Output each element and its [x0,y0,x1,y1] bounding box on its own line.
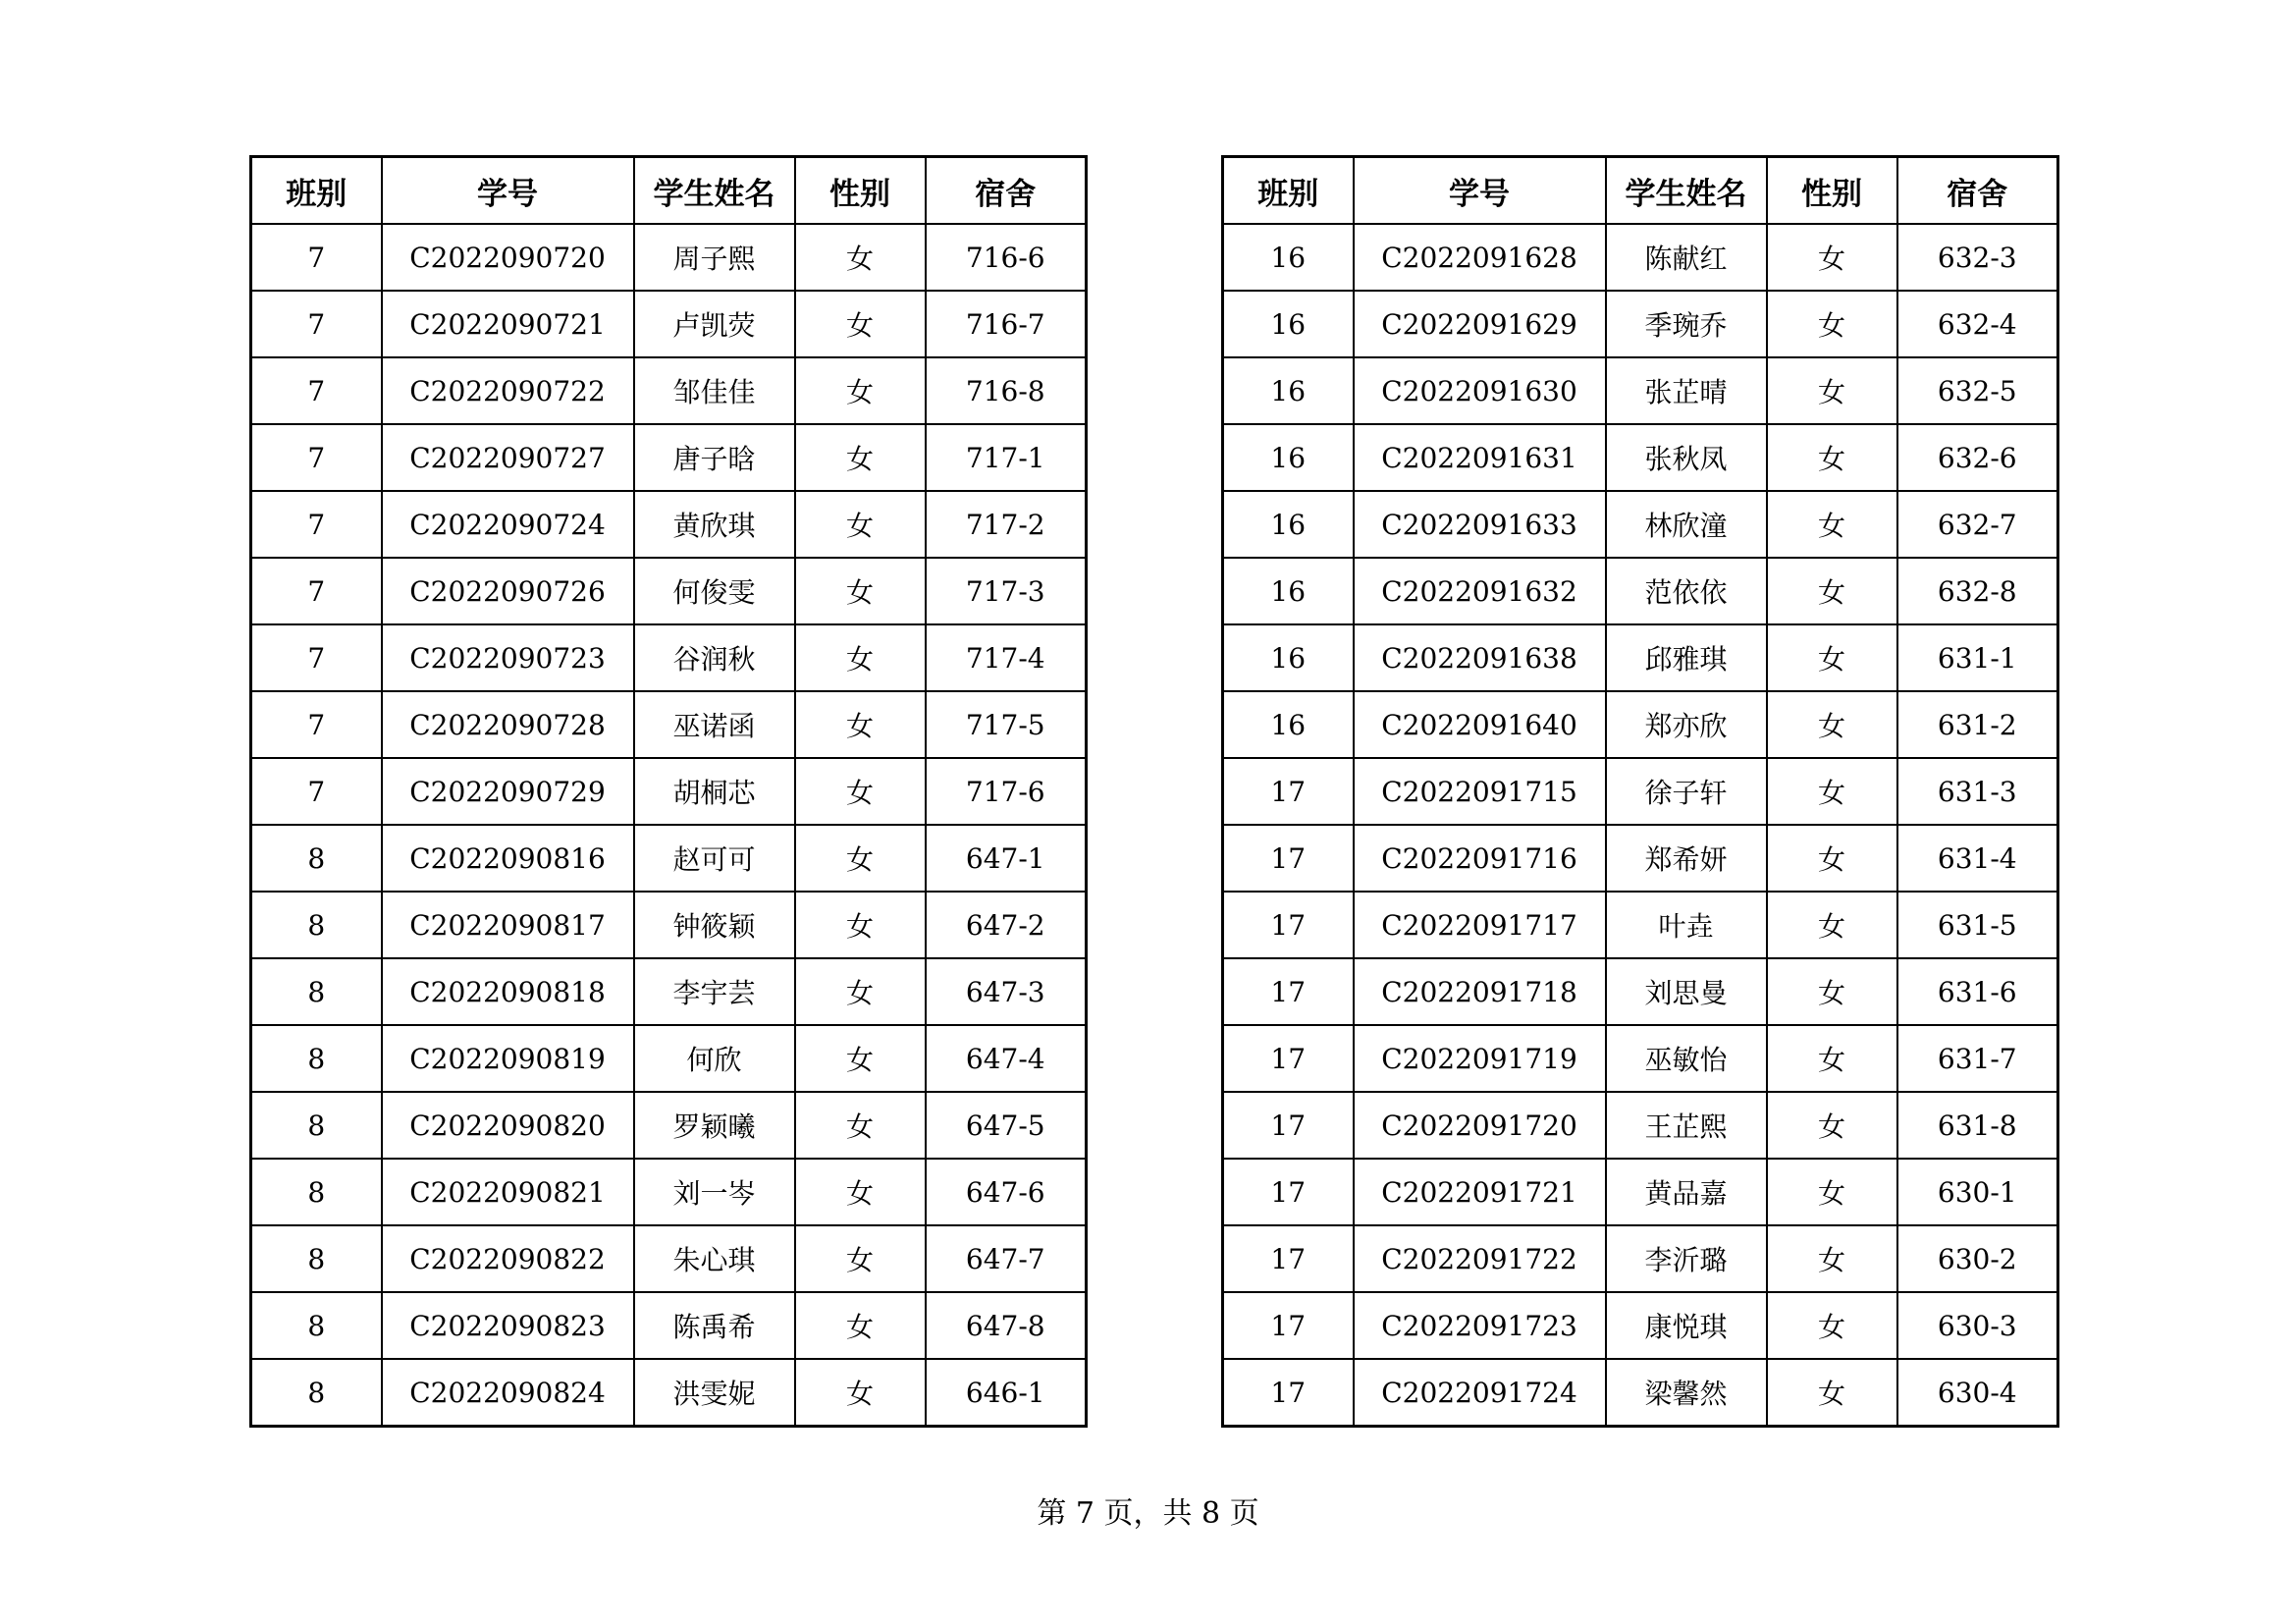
cell-gender: 女 [1767,825,1897,892]
cell-student-id: C2022090724 [382,491,634,558]
cell-gender: 女 [1767,1225,1897,1292]
cell-student-id: C2022091630 [1354,357,1606,424]
cell-dorm: 647-1 [926,825,1087,892]
header-row [251,157,1087,225]
cell-gender: 女 [795,1225,926,1292]
cell-dorm: 647-7 [926,1225,1087,1292]
cell-class: 8 [251,892,382,958]
cell-student-name: 巫诺函 [634,691,795,758]
cell-class: 7 [251,491,382,558]
cell-student-name: 刘一岑 [634,1159,795,1225]
table-row [1223,758,2058,825]
cell-dorm: 630-4 [1897,1359,2058,1427]
table-row [1223,892,2058,958]
table-row [251,892,1087,958]
cell-student-name: 范依依 [1606,558,1767,624]
cell-gender: 女 [795,491,926,558]
cell-student-name: 郑亦欣 [1606,691,1767,758]
header-row [1223,157,2058,225]
cell-dorm: 631-5 [1897,892,2058,958]
cell-student-id: C2022090822 [382,1225,634,1292]
cell-student-name: 何俊雯 [634,558,795,624]
cell-gender: 女 [795,558,926,624]
cell-gender: 女 [1767,1159,1897,1225]
table-row [251,958,1087,1025]
cell-gender: 女 [1767,958,1897,1025]
cell-class: 17 [1223,892,1354,958]
header-student-name: 学生姓名 [1606,157,1767,225]
table-body-right [1223,224,2058,1427]
cell-student-id: C2022090722 [382,357,634,424]
table-row [1223,1025,2058,1092]
cell-student-name: 谷润秋 [634,624,795,691]
cell-dorm: 647-6 [926,1159,1087,1225]
page-footer: 第 7 页，共 8 页 [1037,1496,1259,1531]
cell-class: 8 [251,1225,382,1292]
cell-dorm: 630-1 [1897,1159,2058,1225]
cell-dorm: 716-8 [926,357,1087,424]
table-row [1223,1292,2058,1359]
cell-student-id: C2022090817 [382,892,634,958]
table-row [1223,691,2058,758]
cell-class: 16 [1223,357,1354,424]
table-row [251,691,1087,758]
cell-student-id: C2022090728 [382,691,634,758]
cell-student-id: C2022091716 [1354,825,1606,892]
table-row [251,624,1087,691]
table-row [251,1225,1087,1292]
cell-student-id: C2022091721 [1354,1159,1606,1225]
cell-class: 8 [251,1359,382,1427]
cell-student-name: 巫敏怡 [1606,1025,1767,1092]
cell-student-id: C2022090819 [382,1025,634,1092]
cell-class: 7 [251,624,382,691]
cell-student-name: 黄品嘉 [1606,1159,1767,1225]
table-row [1223,1225,2058,1292]
cell-student-id: C2022091719 [1354,1025,1606,1092]
cell-student-id: C2022091715 [1354,758,1606,825]
cell-dorm: 631-1 [1897,624,2058,691]
table-row [1223,491,2058,558]
cell-student-id: C2022090720 [382,224,634,291]
cell-student-id: C2022091723 [1354,1292,1606,1359]
cell-student-id: C2022091631 [1354,424,1606,491]
table-row [1223,357,2058,424]
cell-dorm: 631-8 [1897,1092,2058,1159]
cell-class: 17 [1223,1225,1354,1292]
cell-student-id: C2022091628 [1354,224,1606,291]
table-row [1223,224,2058,291]
cell-student-name: 王芷熙 [1606,1092,1767,1159]
header-dorm: 宿舍 [1897,157,2058,225]
cell-student-id: C2022091718 [1354,958,1606,1025]
table-row [1223,558,2058,624]
cell-gender: 女 [795,1159,926,1225]
cell-student-name: 何欣 [634,1025,795,1092]
cell-student-id: C2022090726 [382,558,634,624]
cell-class: 7 [251,558,382,624]
table-body-left [251,224,1087,1427]
cell-student-id: C2022090818 [382,958,634,1025]
table-row [1223,291,2058,357]
cell-class: 8 [251,1025,382,1092]
cell-class: 17 [1223,1159,1354,1225]
table-row [251,1292,1087,1359]
cell-class: 16 [1223,491,1354,558]
cell-gender: 女 [795,1092,926,1159]
cell-dorm: 647-5 [926,1092,1087,1159]
cell-student-name: 李宇芸 [634,958,795,1025]
cell-class: 7 [251,357,382,424]
table-row [251,424,1087,491]
cell-class: 17 [1223,1292,1354,1359]
cell-class: 16 [1223,691,1354,758]
cell-gender: 女 [795,1359,926,1427]
cell-student-id: C2022091632 [1354,558,1606,624]
table-row [251,357,1087,424]
cell-dorm: 647-4 [926,1025,1087,1092]
cell-dorm: 717-1 [926,424,1087,491]
table-row [251,1092,1087,1159]
cell-student-id: C2022091720 [1354,1092,1606,1159]
cell-dorm: 632-4 [1897,291,2058,357]
cell-dorm: 631-6 [1897,958,2058,1025]
cell-dorm: 632-5 [1897,357,2058,424]
cell-gender: 女 [795,892,926,958]
table-row [1223,1159,2058,1225]
cell-dorm: 630-3 [1897,1292,2058,1359]
header-class: 班别 [1223,157,1354,225]
cell-student-name: 郑希妍 [1606,825,1767,892]
cell-dorm: 646-1 [926,1359,1087,1427]
cell-student-name: 张秋凤 [1606,424,1767,491]
cell-student-id: C2022091717 [1354,892,1606,958]
cell-student-id: C2022091722 [1354,1225,1606,1292]
cell-student-name: 叶垚 [1606,892,1767,958]
cell-gender: 女 [1767,758,1897,825]
cell-student-id: C2022090721 [382,291,634,357]
cell-class: 16 [1223,224,1354,291]
table-row [251,224,1087,291]
cell-gender: 女 [795,758,926,825]
table-row [251,758,1087,825]
table-row [1223,1359,2058,1427]
cell-gender: 女 [795,1025,926,1092]
header-dorm: 宿舍 [926,157,1087,225]
cell-class: 17 [1223,1025,1354,1092]
cell-gender: 女 [795,291,926,357]
cell-student-name: 刘思曼 [1606,958,1767,1025]
cell-dorm: 631-3 [1897,758,2058,825]
cell-class: 7 [251,758,382,825]
table-row [1223,825,2058,892]
cell-student-id: C2022090821 [382,1159,634,1225]
header-student-id: 学号 [1354,157,1606,225]
cell-gender: 女 [1767,357,1897,424]
cell-student-name: 陈献红 [1606,224,1767,291]
cell-gender: 女 [1767,558,1897,624]
cell-student-id: C2022091640 [1354,691,1606,758]
cell-gender: 女 [1767,1025,1897,1092]
cell-dorm: 632-7 [1897,491,2058,558]
cell-class: 17 [1223,958,1354,1025]
cell-dorm: 631-7 [1897,1025,2058,1092]
cell-student-id: C2022091629 [1354,291,1606,357]
table-row [251,1159,1087,1225]
header-student-name: 学生姓名 [634,157,795,225]
cell-student-name: 罗颖曦 [634,1092,795,1159]
cell-student-id: C2022090729 [382,758,634,825]
cell-dorm: 647-8 [926,1292,1087,1359]
cell-student-name: 李沂璐 [1606,1225,1767,1292]
cell-class: 8 [251,1292,382,1359]
cell-dorm: 631-4 [1897,825,2058,892]
cell-student-name: 朱心琪 [634,1225,795,1292]
cell-dorm: 716-6 [926,224,1087,291]
cell-dorm: 647-3 [926,958,1087,1025]
cell-dorm: 632-6 [1897,424,2058,491]
cell-dorm: 717-6 [926,758,1087,825]
header-student-id: 学号 [382,157,634,225]
cell-gender: 女 [795,624,926,691]
cell-student-name: 洪雯妮 [634,1359,795,1427]
cell-gender: 女 [795,1292,926,1359]
cell-dorm: 717-2 [926,491,1087,558]
table-row [251,291,1087,357]
cell-student-name: 康悦琪 [1606,1292,1767,1359]
cell-class: 7 [251,691,382,758]
cell-dorm: 716-7 [926,291,1087,357]
cell-gender: 女 [1767,691,1897,758]
header-gender: 性别 [795,157,926,225]
table-row [251,825,1087,892]
cell-gender: 女 [795,691,926,758]
cell-student-name: 胡桐芯 [634,758,795,825]
cell-dorm: 717-3 [926,558,1087,624]
header-gender: 性别 [1767,157,1897,225]
table-row [1223,424,2058,491]
cell-class: 8 [251,958,382,1025]
table-row [251,1025,1087,1092]
cell-gender: 女 [1767,224,1897,291]
cell-student-id: C2022090727 [382,424,634,491]
cell-dorm: 717-4 [926,624,1087,691]
cell-class: 16 [1223,291,1354,357]
table-row [251,1359,1087,1427]
cell-student-name: 林欣潼 [1606,491,1767,558]
table-row [251,491,1087,558]
cell-class: 7 [251,424,382,491]
cell-class: 8 [251,825,382,892]
cell-student-name: 徐子轩 [1606,758,1767,825]
cell-dorm: 647-2 [926,892,1087,958]
cell-gender: 女 [1767,892,1897,958]
cell-class: 16 [1223,558,1354,624]
cell-student-id: C2022091633 [1354,491,1606,558]
cell-student-id: C2022090816 [382,825,634,892]
cell-student-name: 梁馨然 [1606,1359,1767,1427]
cell-gender: 女 [1767,1292,1897,1359]
cell-class: 17 [1223,1092,1354,1159]
cell-dorm: 632-8 [1897,558,2058,624]
cell-gender: 女 [795,224,926,291]
cell-dorm: 632-3 [1897,224,2058,291]
cell-gender: 女 [1767,1092,1897,1159]
cell-student-id: C2022090820 [382,1092,634,1159]
cell-student-name: 邹佳佳 [634,357,795,424]
cell-gender: 女 [1767,291,1897,357]
cell-student-name: 季琬乔 [1606,291,1767,357]
cell-dorm: 717-5 [926,691,1087,758]
roster-table-right [1221,155,2059,1428]
cell-class: 7 [251,224,382,291]
cell-student-name: 赵可可 [634,825,795,892]
cell-class: 17 [1223,825,1354,892]
cell-class: 17 [1223,1359,1354,1427]
cell-student-name: 卢凯荧 [634,291,795,357]
cell-student-id: C2022090824 [382,1359,634,1427]
cell-class: 16 [1223,624,1354,691]
cell-student-name: 陈禹希 [634,1292,795,1359]
table-row [251,558,1087,624]
cell-dorm: 630-2 [1897,1225,2058,1292]
cell-student-name: 黄欣琪 [634,491,795,558]
cell-gender: 女 [795,958,926,1025]
cell-student-id: C2022091724 [1354,1359,1606,1427]
cell-gender: 女 [795,424,926,491]
cell-gender: 女 [1767,624,1897,691]
cell-gender: 女 [1767,1359,1897,1427]
cell-student-name: 周子熙 [634,224,795,291]
table-row [1223,624,2058,691]
cell-gender: 女 [795,825,926,892]
cell-student-id: C2022091638 [1354,624,1606,691]
header-class: 班别 [251,157,382,225]
cell-student-name: 张芷晴 [1606,357,1767,424]
cell-student-name: 邱雅琪 [1606,624,1767,691]
cell-class: 16 [1223,424,1354,491]
cell-student-name: 唐子晗 [634,424,795,491]
cell-student-name: 钟筱颖 [634,892,795,958]
cell-gender: 女 [795,357,926,424]
cell-class: 8 [251,1092,382,1159]
cell-class: 17 [1223,758,1354,825]
cell-gender: 女 [1767,424,1897,491]
table-row [1223,958,2058,1025]
cell-class: 7 [251,291,382,357]
cell-class: 8 [251,1159,382,1225]
table-row [1223,1092,2058,1159]
cell-dorm: 631-2 [1897,691,2058,758]
cell-student-id: C2022090823 [382,1292,634,1359]
roster-table-left [249,155,1088,1428]
cell-student-id: C2022090723 [382,624,634,691]
cell-gender: 女 [1767,491,1897,558]
